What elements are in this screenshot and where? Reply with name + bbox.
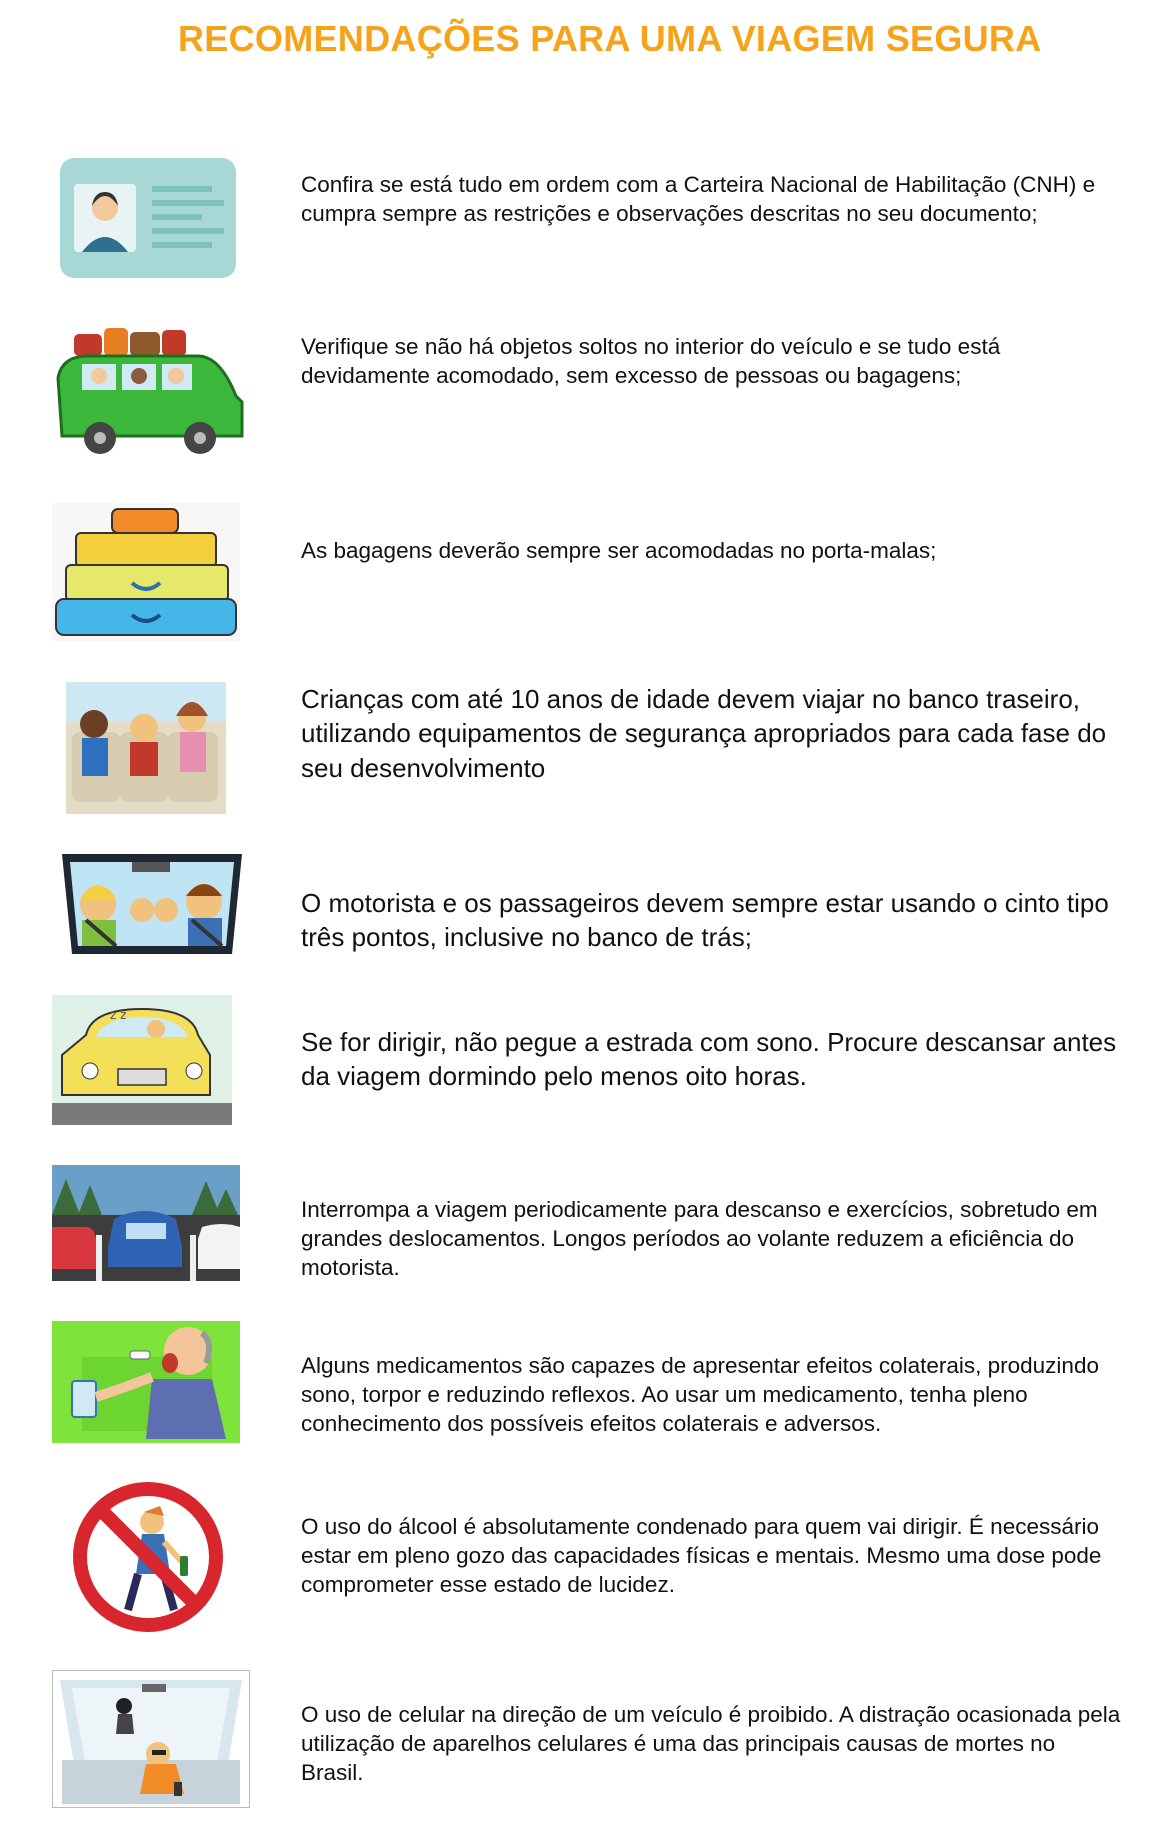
recommendation-text: Verifique se não há objetos soltos no interior do veículo e se tudo está devidamente acomodado, sem excesso de pessoas ou bagagens;: [301, 334, 1001, 389]
phone-distraction-icon: [52, 1670, 248, 1808]
driver-license-icon: [52, 156, 248, 284]
parked-cars-icon: [52, 1165, 248, 1281]
recommendation-text: Confira se está tudo em ordem com a Carteira Nacional de Habilitação (CNH) e cumpra sempre as restrições e observações descritas no seu documento;: [301, 172, 1096, 227]
children-back-seat-icon: [52, 682, 248, 814]
page-title: RECOMENDAÇÕES PARA UMA VIAGEM SEGURA: [178, 18, 1042, 59]
family-seatbelt-icon: [52, 850, 248, 956]
svg-text:z z: z z: [110, 1008, 127, 1022]
recommendation-text: Interrompa a viagem periodicamente para descanso e exercícios, sobretudo em grandes deslocamentos. Longos períodos ao volante reduzem a eficiência do motorista.: [301, 1197, 1098, 1281]
recommendation-text: O motorista e os passageiros devem sempre estar usando o cinto tipo três pontos, inclusive no banco de trás;: [301, 888, 1109, 953]
recommendation-text: O uso do álcool é absolutamente condenado para quem vai dirigir. É necessário estar em pleno gozo das capacidades físicas e mentais. Mesmo uma dose pode comprometer esse estado de lucidez.: [301, 1514, 1102, 1598]
recommendation-text: Crianças com até 10 anos de idade devem viajar no banco traseiro, utilizando equipamentos de segurança apropriados para cada fase do seu desenvolvimento: [301, 684, 1107, 783]
recommendation-text: Alguns medicamentos são capazes de apresentar efeitos colaterais, produzindo sono, torpor e reduzindo reflexos. Ao usar um medicamento, tenha pleno conhecimento dos possíveis efeitos colaterais e adversos.: [301, 1353, 1099, 1437]
sleepy-driver-icon: [52, 995, 248, 1125]
no-drinking-icon: [52, 1482, 248, 1632]
medication-icon: [52, 1321, 248, 1443]
suitcases-icon: [52, 503, 248, 641]
recommendation-text: Se for dirigir, não pegue a estrada com sono. Procure descansar antes da viagem dormindo pelo menos oito horas.: [301, 1027, 1117, 1092]
overloaded-car-icon: [52, 318, 248, 466]
recommendation-text: O uso de celular na direção de um veículo é proibido. A distração ocasionada pela utilização de aparelhos celulares é uma das principais causas de mortes no Brasil.: [301, 1702, 1121, 1786]
recommendation-text: As bagagens deverão sempre ser acomodadas no porta-malas;: [301, 538, 937, 563]
